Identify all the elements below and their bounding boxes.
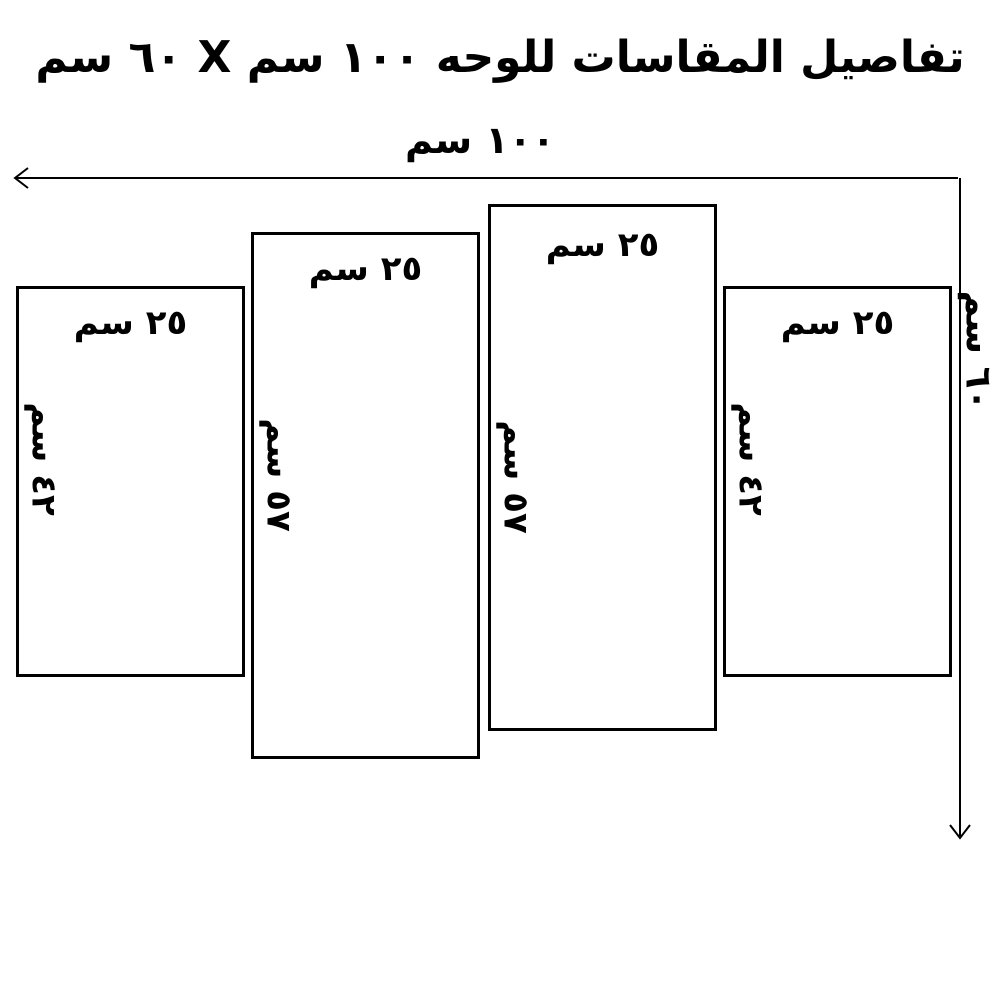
panel-4-width-label: ٢٥ سم [780, 303, 895, 343]
panel-2-width-label: ٢٥ سم [308, 249, 423, 289]
panel-3-height-label: ٥٧ سم [495, 420, 536, 534]
panel-1-height-label: ٤٢ سم [23, 402, 64, 516]
panel-1 [16, 286, 245, 677]
panel-2-height-label: ٥٧ سم [258, 418, 299, 532]
total-width-label: ١٠٠ سم [405, 118, 555, 162]
total-height-label: ٦٠ سم [957, 290, 999, 411]
panel-1-width-label: ٢٥ سم [73, 303, 188, 343]
panel-3-width-label: ٢٥ سم [545, 225, 660, 265]
panel-4-height-label: ٤٢ سم [730, 402, 771, 516]
panel-4 [723, 286, 952, 677]
page-title: تفاصيل المقاسات للوحه ١٠٠ سم X ٦٠ سم [35, 32, 965, 83]
panel-3 [488, 204, 717, 731]
panel-2 [251, 232, 480, 759]
